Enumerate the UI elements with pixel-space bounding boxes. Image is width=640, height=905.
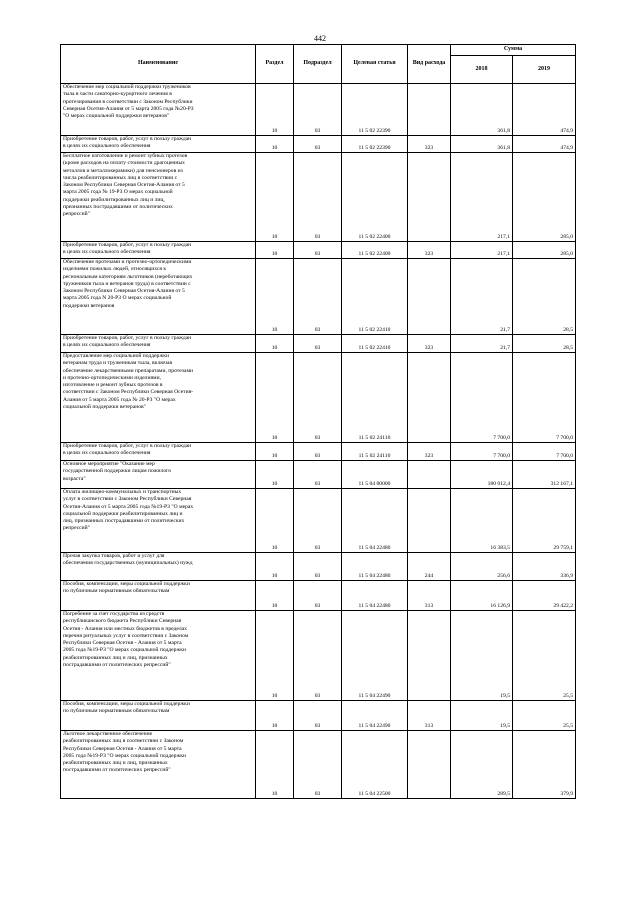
row-sum-2018: 21,7 (451, 259, 513, 335)
row-subsection: 03 (294, 489, 342, 553)
row-sum-2018: 16 383,5 (451, 489, 513, 553)
row-sum-2018: 21,7 (451, 335, 513, 353)
row-sum-2018: 217,1 (451, 242, 513, 259)
row-section: 10 (256, 353, 294, 443)
row-target: 11 5 02 24110 (342, 353, 408, 443)
row-target: 11 5 02 22410 (342, 335, 408, 353)
row-sum-2019: 379,9 (513, 731, 576, 799)
row-expense-type (408, 259, 451, 335)
row-expense-type (408, 353, 451, 443)
header-year-2019: 2019 (513, 56, 576, 84)
row-sum-2018: 16 126,9 (451, 581, 513, 611)
row-sum-2019: 285,0 (513, 242, 576, 259)
row-subsection: 03 (294, 353, 342, 443)
row-expense-type (408, 84, 451, 136)
row-target: 11 5 04 22490 (342, 701, 408, 731)
row-section: 10 (256, 136, 294, 153)
row-subsection: 03 (294, 136, 342, 153)
row-expense-type (408, 153, 451, 242)
row-sum-2018: 217,1 (451, 153, 513, 242)
row-sum-2019: 25,5 (513, 701, 576, 731)
row-section: 10 (256, 259, 294, 335)
table-row (61, 553, 576, 581)
row-subsection: 03 (294, 242, 342, 259)
budget-table (60, 44, 576, 799)
row-subsection: 03 (294, 731, 342, 799)
row-section: 10 (256, 611, 294, 701)
row-sum-2019: 7 700,0 (513, 353, 576, 443)
row-subsection: 03 (294, 84, 342, 136)
row-sum-2019: 312 167,1 (513, 461, 576, 489)
row-sum-2018: 7 700,0 (451, 443, 513, 461)
row-sum-2018: 7 700,0 (451, 353, 513, 443)
row-subsection: 03 (294, 701, 342, 731)
row-target: 11 5 02 22400 (342, 153, 408, 242)
row-sum-2019: 29 422,2 (513, 581, 576, 611)
table-row (61, 259, 576, 335)
row-sum-2018: 180 012,4 (451, 461, 513, 489)
row-sum-2019: 285,0 (513, 153, 576, 242)
row-subsection: 03 (294, 553, 342, 581)
row-sum-2018: 256,6 (451, 553, 513, 581)
row-name: Прочая закупка товаров, работ и услуг для обеспечения государственных (муниципальных) нужд (61, 553, 256, 581)
row-expense-type (408, 731, 451, 799)
row-target: 11 5 02 22390 (342, 84, 408, 136)
row-subsection: 03 (294, 611, 342, 701)
row-sum-2019: 474,9 (513, 84, 576, 136)
table-row (61, 443, 576, 461)
row-subsection: 03 (294, 259, 342, 335)
row-sum-2019: 7 700,0 (513, 443, 576, 461)
row-section: 10 (256, 153, 294, 242)
row-expense-type: 323 (408, 335, 451, 353)
row-expense-type: 323 (408, 443, 451, 461)
header-name: Наименование (61, 45, 256, 84)
row-sum-2018: 361,8 (451, 84, 513, 136)
row-section: 10 (256, 335, 294, 353)
table-row (61, 242, 576, 259)
header-section: Раздел (256, 45, 294, 84)
row-name: Бесплатное изготовление и ремонт зубных протезов (кроме расходов на оплату стоимости драгоценных металлов и металлокерамики) для пенсионеров из числа реабилитированных лиц в соответствии с Законом Республики Северная Осетия-Алания от 5 марта 2005 года № 19-РЗ О мерах социальной поддержки реабилитированных лиц и лиц, признанных пострадавшими от политических репрессий" (61, 153, 256, 242)
header-subsection: Подраздел (294, 45, 342, 84)
row-name: Приобретение товаров, работ, услуг в пользу граждан в целях их социального обеспечения (61, 443, 256, 461)
table-row (61, 461, 576, 489)
table-row (61, 731, 576, 799)
table-row (61, 611, 576, 701)
row-name: Пособия, компенсации, меры социальной поддержки по публичным нормативным обязательствам (61, 701, 256, 731)
row-expense-type: 313 (408, 701, 451, 731)
table-row (61, 353, 576, 443)
row-name: Приобретение товаров, работ, услуг в пользу граждан в целях их социального обеспечения (61, 242, 256, 259)
row-name: Приобретение товаров, работ, услуг в пользу граждан в целях их социального обеспечения (61, 335, 256, 353)
header-target: Целевая статья (342, 45, 408, 84)
table-row (61, 84, 576, 136)
row-section: 10 (256, 242, 294, 259)
header-year-2018: 2018 (451, 56, 513, 84)
row-subsection: 03 (294, 461, 342, 489)
table-row (61, 489, 576, 553)
row-expense-type: 323 (408, 242, 451, 259)
row-sum-2018: 289,5 (451, 731, 513, 799)
table-row (61, 581, 576, 611)
row-sum-2018: 19,5 (451, 701, 513, 731)
row-sum-2018: 361,8 (451, 136, 513, 153)
row-name: Основное мероприятие "Оказание мер государственной поддержки лицам пожилого возраста" (61, 461, 256, 489)
row-section: 10 (256, 701, 294, 731)
row-name: Оплата жилищно-коммунальных и транспортных услуг в соответствии с Законом Республики Северная Осетия-Алания от 5 марта 2005 года №19-РЗ "О мерах социальной поддержки реабилитированных лиц и лиц, признанных пострадавшими от политических репрессий" (61, 489, 256, 553)
row-sum-2019: 29 759,1 (513, 489, 576, 553)
row-subsection: 03 (294, 153, 342, 242)
row-target: 11 5 02 24110 (342, 443, 408, 461)
row-section: 10 (256, 489, 294, 553)
header-sum: Сумма (451, 45, 576, 56)
row-section: 10 (256, 731, 294, 799)
row-target: 11 5 02 22400 (342, 242, 408, 259)
table-row (61, 701, 576, 731)
row-target: 11 5 04 00000 (342, 461, 408, 489)
row-name: Погребение за счет государства из средств республиканского бюджета Республики Северная Осетия - Алания или местных бюджетов в пределах перечня ритуальных услуг в соответствии с Законом Республики Северная Осетия - Алания от 5 марта 2005 года №19-РЗ "О мерах социальной поддержки реабилитированных лиц и лиц, признанных пострадавшими от политических репрессий" (61, 611, 256, 701)
row-section: 10 (256, 84, 294, 136)
row-sum-2019: 474,9 (513, 136, 576, 153)
row-sum-2019: 28,5 (513, 259, 576, 335)
row-expense-type (408, 611, 451, 701)
table-row (61, 335, 576, 353)
row-name: Обеспечение мер социальной поддержки тружеников тыла в части санаторно-курортного лечения в протезирования в соответствии с Законом Республики Северная Осетия-Алания от 5 марта 2005 года №20-РЗ "О мерах социальной поддержки ветеранов" (61, 84, 256, 136)
row-target: 11 5 04 22490 (342, 611, 408, 701)
header-expense-type: Вид расхода (408, 45, 451, 84)
row-subsection: 03 (294, 443, 342, 461)
row-target: 11 5 02 22410 (342, 259, 408, 335)
row-name: Пособия, компенсации, меры социальной поддержки по публичным нормативным обязательствам (61, 581, 256, 611)
row-expense-type: 244 (408, 553, 451, 581)
row-sum-2019: 25,5 (513, 611, 576, 701)
row-expense-type: 323 (408, 136, 451, 153)
row-expense-type (408, 461, 451, 489)
page-number: 442 (314, 34, 326, 43)
row-target: 11 5 04 22480 (342, 581, 408, 611)
row-name: Обеспечение протезами и протезно-ортопедическими изделиями пожилых людей, относящихся к региональным категориям льготников (нереботающих тружеников тыла и ветеранов труда) в соответствии с Законом Республики Северная Осетия-Алания от 5 марта 2005 года N 20-РЗ О мерах социальной поддержки ветеранов (61, 259, 256, 335)
row-section: 10 (256, 581, 294, 611)
row-name: Льготное лекарственное обеспечение реабилитированных лиц в соответствии с Законом Республики Северная Осетия - Алания от 5 марта 2005 года №19-РЗ "О мерах социальной поддержки реабилитированных лиц и лиц, признанных пострадавшими от политических репрессий" (61, 731, 256, 799)
row-target: 11 5 04 22480 (342, 489, 408, 553)
row-section: 10 (256, 461, 294, 489)
row-expense-type: 313 (408, 581, 451, 611)
row-target: 11 5 04 22480 (342, 553, 408, 581)
row-section: 10 (256, 553, 294, 581)
row-sum-2018: 19,5 (451, 611, 513, 701)
table-row (61, 153, 576, 242)
row-target: 11 5 04 22500 (342, 731, 408, 799)
row-subsection: 03 (294, 335, 342, 353)
row-subsection: 03 (294, 581, 342, 611)
row-name: Предоставление мер социальной поддержки ветеранам труда и труженикам тыла, включая обеспечение лекарственными препаратами, протезами и протезно-ортопедическими изделиями, изготовление и ремонт зубных протезов в соответствии с Законом Республики Северная Осетия- Алания от 5 марта 2005 года № 20-РЗ "О мерах социальной поддержки ветеранов" (61, 353, 256, 443)
table-row (61, 136, 576, 153)
row-section: 10 (256, 443, 294, 461)
row-sum-2019: 336,9 (513, 553, 576, 581)
row-target: 11 5 02 22390 (342, 136, 408, 153)
row-sum-2019: 28,5 (513, 335, 576, 353)
row-name: Приобретение товаров, работ, услуг в пользу граждан в целях их социального обеспечения (61, 136, 256, 153)
row-expense-type (408, 489, 451, 553)
